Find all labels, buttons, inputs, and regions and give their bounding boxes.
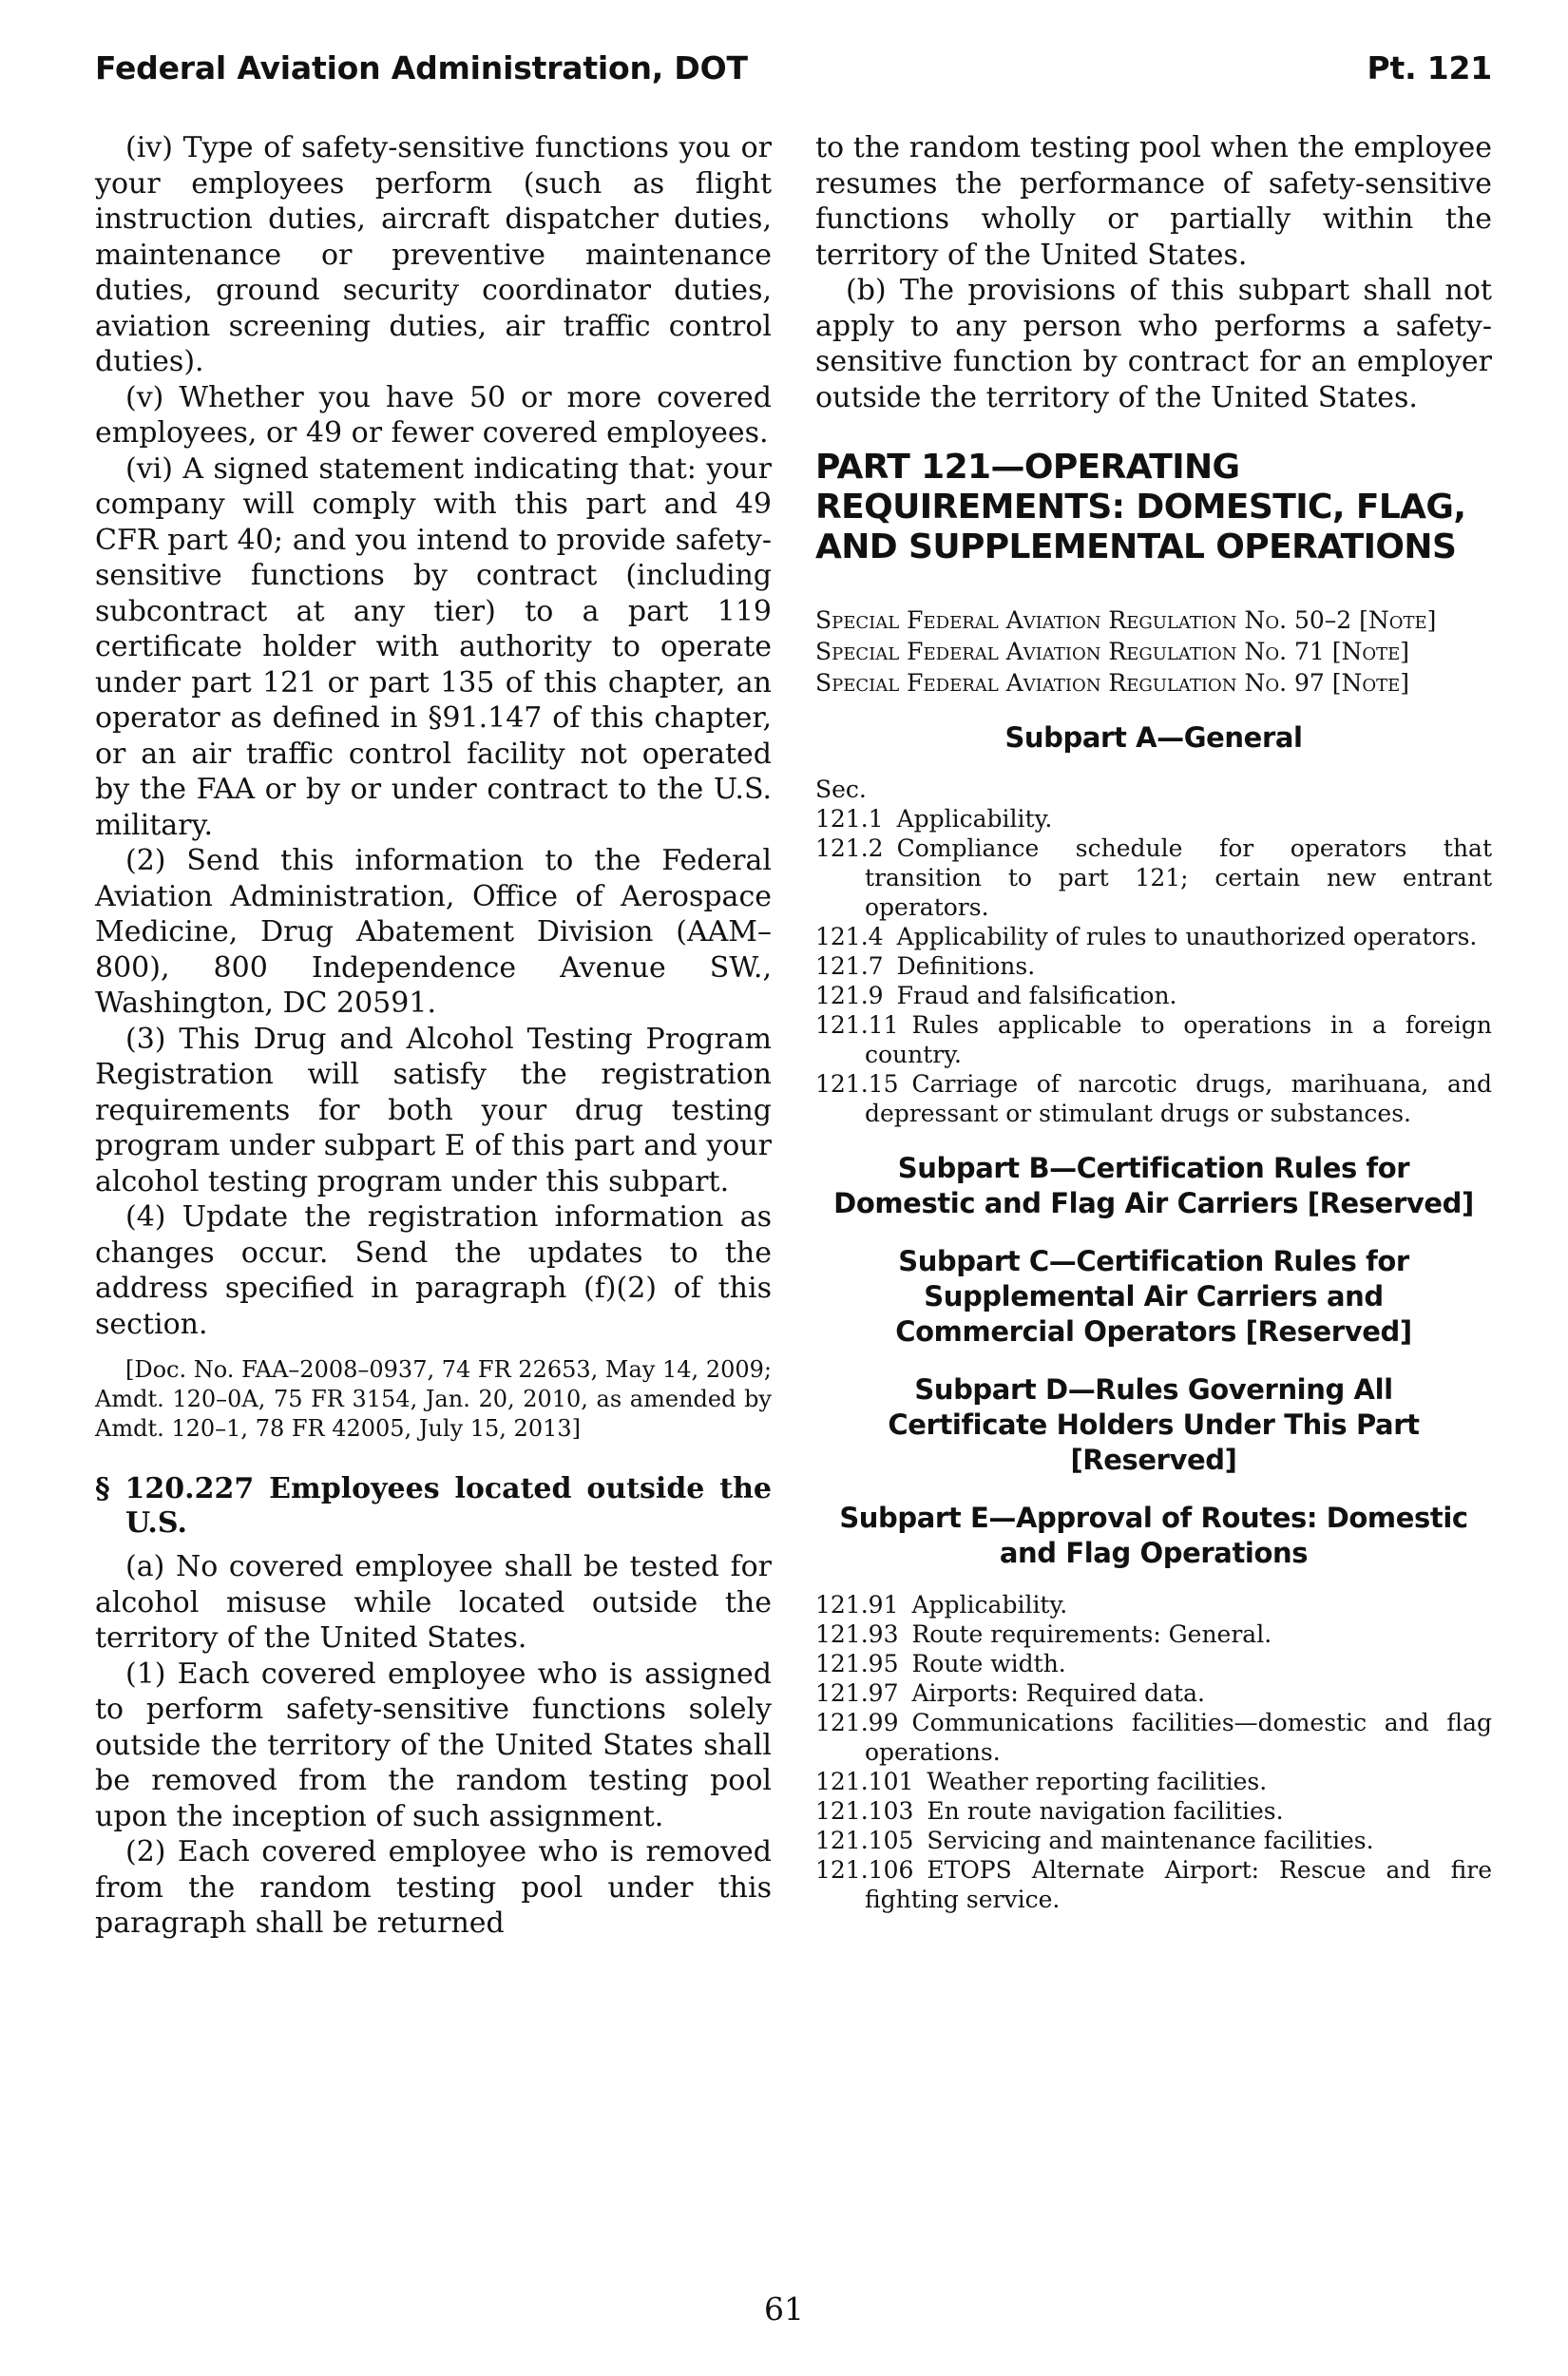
toc-title: ETOPS Alternate Airport: Rescue and fire fighting service. <box>865 1856 1492 1913</box>
toc-row <box>815 1590 1492 1619</box>
toc-title: Route width. <box>911 1650 1066 1677</box>
toc-number: 121.93 <box>815 1620 899 1648</box>
toc-number: 121.4 <box>815 923 884 950</box>
subpart-b-heading: Subpart B—Certification Rules for Domestic and Flag Air Carriers [Reserved] <box>833 1152 1474 1219</box>
toc-number: 121.11 <box>815 1011 899 1039</box>
toc-number: 121.97 <box>815 1679 899 1707</box>
continued-paragraph: to the random testing pool when the employee resumes the performance of safety-sensitive functions wholly or partially within the territory of the United States. <box>815 131 1492 272</box>
section-paragraph-a: (a) No covered employee shall be tested for alcohol misuse while located outside the territory of the United States. <box>95 1550 772 1655</box>
toc-number: 121.106 <box>815 1856 914 1884</box>
toc-number: 121.99 <box>815 1709 899 1736</box>
toc-title: Communications facilities—domestic and flag operations. <box>865 1709 1492 1766</box>
toc-row <box>815 1796 1492 1826</box>
paragraph-b: (b) The provisions of this subpart shall not apply to any person who performs a safety-sensitive function by contract for an employer outside the territory of the United States. <box>815 274 1492 414</box>
paragraph-v: (v) Whether you have 50 or more covered employees, or 49 or fewer covered employees. <box>95 380 772 450</box>
toc-number: 121.1 <box>815 805 884 833</box>
sec-label: Sec. <box>815 776 867 803</box>
toc-title: Weather reporting facilities. <box>927 1768 1268 1795</box>
toc-row <box>815 951 1492 981</box>
toc-number: 121.91 <box>815 1591 899 1619</box>
part-header: Pt. 121 <box>1367 49 1492 86</box>
toc-number: 121.95 <box>815 1650 899 1677</box>
paragraph-iv: (iv) Type of safety-sensitive functions you or your employees perform (such as flight instruction duties, aircraft dispatcher duties, maintenance or preventive maintenance duties, ground security coordinator duties, aviation screening duties, air traffic control duties). <box>95 131 772 378</box>
subpart-d-heading: Subpart D—Rules Governing All Certificate Holders Under This Part [Reserved] <box>888 1373 1420 1476</box>
toc-title: Rules applicable to operations in a foreign country. <box>865 1011 1492 1068</box>
toc-row <box>815 1678 1492 1708</box>
toc-number: 121.9 <box>815 982 884 1009</box>
agency-header: Federal Aviation Administration, DOT <box>95 49 748 86</box>
page-number: 61 <box>764 2290 804 2328</box>
toc-row <box>815 922 1492 951</box>
toc-row <box>815 1010 1492 1069</box>
toc-row <box>815 1069 1492 1128</box>
toc-row <box>815 1619 1492 1649</box>
subpart-e-heading: Subpart E—Approval of Routes: Domestic and Flag Operations <box>839 1502 1468 1569</box>
right-column <box>815 130 1492 1914</box>
paragraph-vi: (vi) A signed statement indicating that: your company will comply with this part and 49 CFR part 40; and you intend to provide safety-sensitive functions by contract (including subcontract at any tier) to a part 119 certificate holder with authority to operate under part 121 or part 135 of this chapter, an operator as defined in §91.147 of this chapter, or an air traffic control facility not operated by the FAA or by or under contract to the U.S. military. <box>95 451 772 842</box>
toc-title: Servicing and maintenance facilities. <box>927 1827 1374 1854</box>
toc-row <box>815 1855 1492 1914</box>
sfar-note: Special Federal Aviation Regulation No. 97 [Note] <box>815 669 1410 697</box>
toc-title: Compliance schedule for operators that transition to part 121; certain new entrant operators. <box>865 834 1492 921</box>
toc-row <box>815 834 1492 922</box>
toc-row <box>815 1649 1492 1678</box>
sfar-note: Special Federal Aviation Regulation No. 50–2 [Note] <box>815 606 1437 634</box>
toc-title: Applicability. <box>911 1591 1068 1619</box>
paragraph-3: (3) This Drug and Alcohol Testing Program Registration will satisfy the registration requirements for both your drug testing program under subpart E of this part and your alcohol testing program under this subpart. <box>95 1022 772 1198</box>
toc-title: Fraud and falsification. <box>896 982 1177 1009</box>
toc-title: Applicability. <box>896 805 1053 833</box>
paragraph-4: (4) Update the registration information as changes occur. Send the updates to the address specified in paragraph (f)(2) of this section. <box>95 1200 772 1341</box>
part-title: PART 121—OPERATING REQUIREMENTS: DOMESTIC, FLAG, AND SUPPLEMENTAL OPERATIONS <box>815 448 1466 566</box>
subpart-a-heading: Subpart A—General <box>1004 721 1303 754</box>
subpart-e-toc <box>815 1590 1492 1914</box>
toc-row <box>815 1708 1492 1767</box>
toc-title: Applicability of rules to unauthorized operators. <box>896 923 1478 950</box>
section-paragraph-2: (2) Each covered employee who is removed from the random testing pool under this paragraph shall be returned <box>95 1835 772 1940</box>
sfar-note: Special Federal Aviation Regulation No. 71 [Note] <box>815 638 1410 665</box>
subpart-a-toc <box>815 804 1492 1128</box>
toc-title: En route navigation facilities. <box>927 1797 1284 1825</box>
toc-number: 121.15 <box>815 1070 899 1098</box>
toc-number: 121.101 <box>815 1768 914 1795</box>
toc-row <box>815 804 1492 834</box>
toc-title: Route requirements: General. <box>911 1620 1272 1648</box>
toc-title: Carriage of narcotic drugs, marihuana, and depressant or stimulant drugs or substances. <box>865 1070 1492 1127</box>
toc-row <box>815 981 1492 1010</box>
section-heading: § 120.227 Employees located outside the U.S. <box>95 1472 772 1540</box>
toc-number: 121.103 <box>815 1797 914 1825</box>
left-column <box>95 130 772 1942</box>
paragraph-2: (2) Send this information to the Federal Aviation Administration, Office of Aerospace Medicine, Drug Abatement Division (AAM–800), 800 Independence Avenue SW., Washington, DC 20591. <box>95 844 772 1020</box>
toc-title: Definitions. <box>896 952 1036 980</box>
toc-title: Airports: Required data. <box>911 1679 1205 1707</box>
section-paragraph-1: (1) Each covered employee who is assigned to perform safety-sensitive functions solely outside the territory of the United States shall be removed from the random testing pool upon the inception of such assignment. <box>95 1657 772 1833</box>
toc-number: 121.2 <box>815 834 884 862</box>
toc-row <box>815 1767 1492 1796</box>
sfar-list <box>815 605 1492 698</box>
toc-number: 121.105 <box>815 1827 914 1854</box>
subpart-c-heading: Subpart C—Certification Rules for Supplemental Air Carriers and Commercial Operators [Reserved] <box>895 1245 1412 1348</box>
toc-row <box>815 1826 1492 1855</box>
toc-number: 121.7 <box>815 952 884 980</box>
source-citation: [Doc. No. FAA–2008–0937, 74 FR 22653, May 14, 2009; Amdt. 120–0A, 75 FR 3154, Jan. 20, 2010, as amended by Amdt. 120–1, 78 FR 42005, July 15, 2013] <box>95 1356 772 1442</box>
